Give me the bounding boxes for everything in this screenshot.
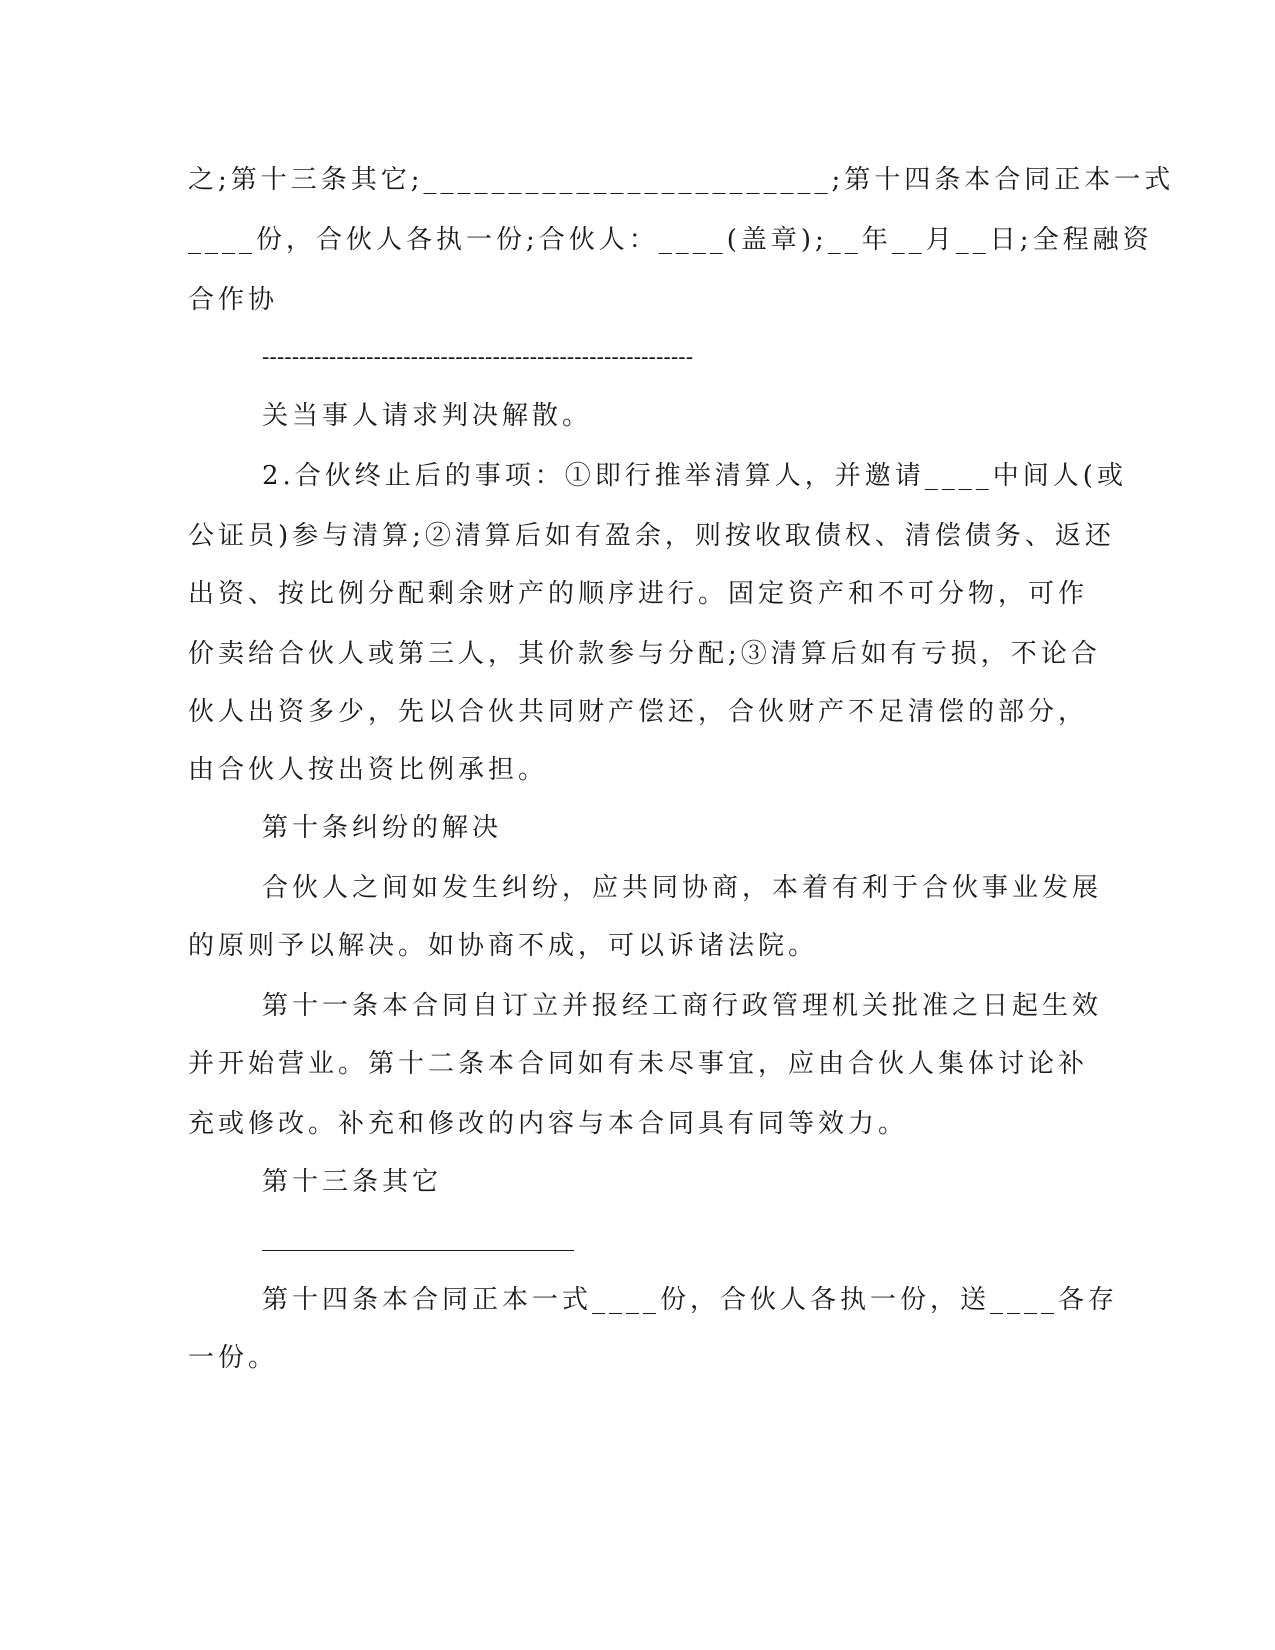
text-line-16: 第十四条本合同正本一式____份，合伙人各执一份，送____各存 <box>262 1285 1119 1315</box>
text-line-15: 充或修改。补充和修改的内容与本合同具有同等效力。 <box>188 1109 909 1139</box>
text-line-12: 的原则予以解决。如协商不成，可以诉诸法院。 <box>188 931 819 961</box>
text-line-11: 合伙人之间如发生纠纷，应共同协商，本着有利于合伙事业发展 <box>262 873 1103 903</box>
text-line-2: ____份，合伙人各执一份;合伙人：____(盖章);__年__月__日;全程融资 <box>188 225 1153 255</box>
section-heading-10: 第十条纠纷的解决 <box>262 813 503 843</box>
text-line-8: 价卖给合伙人或第三人，其价款参与分配;③清算后如有亏损，不论合 <box>188 639 1101 669</box>
text-line-7: 出资、按比例分配剩余财产的顺序进行。固定资产和不可分物，可作 <box>188 579 1089 609</box>
text-line-9: 伙人出资多少，先以合伙共同财产偿还，合伙财产不足清偿的部分， <box>188 697 1089 727</box>
text-line-4: 关当事人请求判决解散。 <box>262 401 593 431</box>
text-line-6: 公证员)参与清算;②清算后如有盈余，则按收取债权、清偿债务、返还 <box>188 521 1115 551</box>
blank-underline <box>262 1250 574 1251</box>
text-line-5: 2.合伙终止后的事项：①即行推举清算人，并邀请____中间人(或 <box>262 461 1127 491</box>
text-line-13: 第十一条本合同自订立并报经工商行政管理机关批准之日起生效 <box>262 991 1103 1021</box>
text-line-14: 并开始营业。第十二条本合同如有未尽事宜，应由合伙人集体讨论补 <box>188 1049 1089 1079</box>
text-line-3: 合作协 <box>188 285 279 315</box>
dashed-separator: ---------------------------------------------------------- <box>262 345 694 370</box>
section-heading-13: 第十三条其它 <box>262 1167 443 1197</box>
text-line-1: 之;第十三条其它;________________________;第十四条本合同正本一式 <box>188 165 1175 195</box>
text-line-10: 由合伙人按出资比例承担。 <box>188 755 549 785</box>
text-line-17: 一份。 <box>188 1343 279 1373</box>
